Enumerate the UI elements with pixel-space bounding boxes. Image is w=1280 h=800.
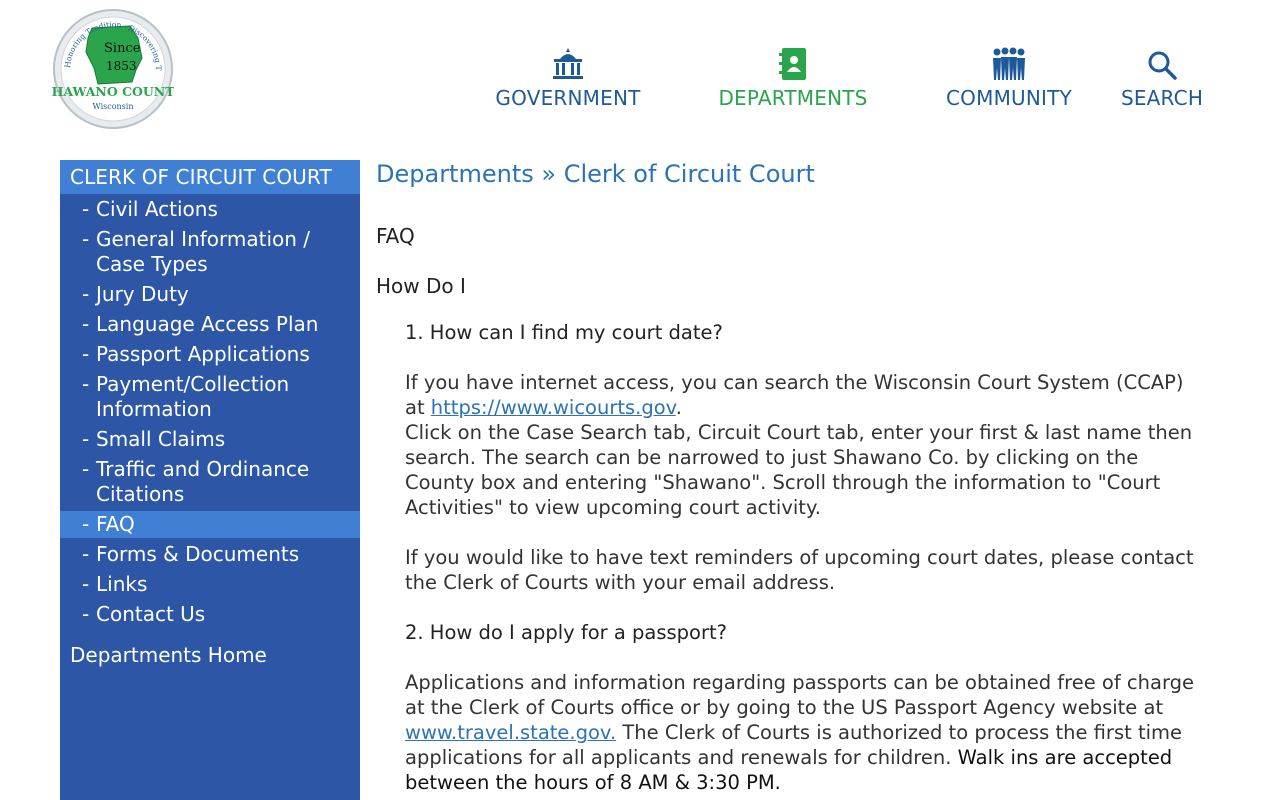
question-1: 1. How can I find my court date? xyxy=(405,321,723,344)
sidebar-title[interactable]: CLERK OF CIRCUIT COURT xyxy=(60,160,360,194)
sidebar-item-dash: - xyxy=(82,197,90,221)
sidebar-item-small-claims[interactable] xyxy=(60,426,360,453)
sidebar-item-dash: - xyxy=(82,512,90,536)
nav-community-label: COMMUNITY xyxy=(946,86,1072,110)
sidebar-item-language-access-plan[interactable] xyxy=(60,311,360,338)
sidebar-item-label: Civil Actions xyxy=(96,197,218,221)
sidebar-item-passport-applications[interactable] xyxy=(60,341,360,368)
sidebar-item-links[interactable] xyxy=(60,571,360,598)
answer-1-period: . xyxy=(675,396,682,419)
sidebar-item-forms-documents[interactable] xyxy=(60,541,360,568)
sidebar-item-dash: - xyxy=(82,427,90,451)
breadcrumb-clerk[interactable]: Clerk of Circuit Court xyxy=(563,160,815,188)
sidebar-item-jury-duty[interactable] xyxy=(60,281,360,308)
address-book-icon xyxy=(778,46,808,82)
logo-name-text: HAWANO COUNT xyxy=(52,84,174,99)
logo-state-text: Wisconsin xyxy=(92,102,134,111)
sidebar-item-payment-collection[interactable] xyxy=(60,371,360,423)
sidebar-item-label: Links xyxy=(96,572,148,596)
faq-heading: FAQ xyxy=(376,224,415,248)
logo-since-text: Since xyxy=(104,41,141,56)
sidebar-item-label: Traffic and Ordinance Citations xyxy=(96,457,310,506)
sidebar-item-dash: - xyxy=(82,542,90,566)
sidebar-item-label: Jury Duty xyxy=(96,282,189,306)
sidebar-item-label: Passport Applications xyxy=(96,342,310,366)
sidebar xyxy=(60,160,360,800)
walk-in-hours: Walk ins are accepted between the hours of 8 AM & 3:30 PM. xyxy=(405,746,1173,794)
sidebar-item-dash: - xyxy=(82,282,90,306)
travel-state-link[interactable]: www.travel.state.gov. xyxy=(405,721,617,744)
nav-search[interactable] xyxy=(1118,46,1206,110)
answer-1-reminders: If you would like to have text reminders of upcoming court dates, please contact the Clerk of Courts with your email address. xyxy=(405,546,1194,594)
breadcrumb xyxy=(376,160,815,188)
sidebar-departments-home[interactable]: Departments Home xyxy=(70,643,267,667)
how-do-i-heading: How Do I xyxy=(376,274,466,298)
nav-departments[interactable] xyxy=(712,46,874,110)
nav-departments-label: DEPARTMENTS xyxy=(718,86,868,110)
nav-search-label: SEARCH xyxy=(1120,86,1204,110)
nav-government-label: GOVERNMENT xyxy=(495,86,641,110)
sidebar-nav xyxy=(60,194,360,628)
sidebar-item-dash: - xyxy=(82,457,90,481)
sidebar-item-label: FAQ xyxy=(96,512,135,536)
sidebar-item-label: Contact Us xyxy=(96,602,206,626)
sidebar-item-faq[interactable] xyxy=(60,511,360,538)
sidebar-item-dash: - xyxy=(82,602,90,626)
sidebar-item-dash: - xyxy=(82,572,90,596)
logo-motto: Honoring Tradition · Discovering T xyxy=(62,19,164,71)
sidebar-item-dash: - xyxy=(82,372,90,396)
sidebar-item-contact-us[interactable] xyxy=(60,601,360,628)
answer-2-intro: Applications and information regarding passports can be obtained free of charge at the Clerk of Courts office or by going to the US Passport Agency website at xyxy=(405,671,1195,719)
question-2: 2. How do I apply for a passport? xyxy=(405,621,727,644)
nav-community[interactable] xyxy=(940,46,1078,110)
sidebar-item-traffic-ordinance[interactable] xyxy=(60,456,360,508)
wicourts-link[interactable]: https://www.wicourts.gov xyxy=(430,396,676,419)
nav-government[interactable] xyxy=(490,46,646,110)
logo-year-text: 1853 xyxy=(106,59,137,73)
sidebar-item-dash: - xyxy=(82,227,90,251)
answer-2 xyxy=(405,670,1195,795)
answer-1 xyxy=(405,370,1195,520)
sidebar-item-label: Forms & Documents xyxy=(96,542,300,566)
sidebar-item-civil-actions[interactable] xyxy=(60,196,360,223)
sidebar-item-dash: - xyxy=(82,312,90,336)
county-logo[interactable] xyxy=(52,8,174,130)
sidebar-item-label: Payment/Collection Information xyxy=(96,372,290,421)
sidebar-item-label: Small Claims xyxy=(96,427,226,451)
people-group-icon xyxy=(991,46,1027,82)
sidebar-item-label: Language Access Plan xyxy=(96,312,319,336)
answer-2-details: The Clerk of Courts is authorized to process the first time applications for all applicants and renewals for children. xyxy=(405,721,1183,769)
answer-1-instructions: Click on the Case Search tab, Circuit Court tab, enter your first & last name then search. The search can be narrowed to just Shawano Co. by clicking on the County box and entering "Shawano". Scroll through the information to "Court Activities" to view upcoming court activity. xyxy=(405,421,1193,519)
sidebar-item-general-information[interactable] xyxy=(60,226,360,278)
breadcrumb-separator: » xyxy=(541,160,557,188)
county-seal-icon xyxy=(52,8,174,130)
answer-1-intro: If you have internet access, you can search the Wisconsin Court System (CCAP) at xyxy=(405,371,1184,419)
capitol-building-icon xyxy=(550,46,586,82)
breadcrumb-departments[interactable]: Departments xyxy=(376,160,534,188)
sidebar-item-dash: - xyxy=(82,342,90,366)
magnifier-icon xyxy=(1147,46,1177,82)
sidebar-item-label: General Information / Case Types xyxy=(96,227,311,276)
